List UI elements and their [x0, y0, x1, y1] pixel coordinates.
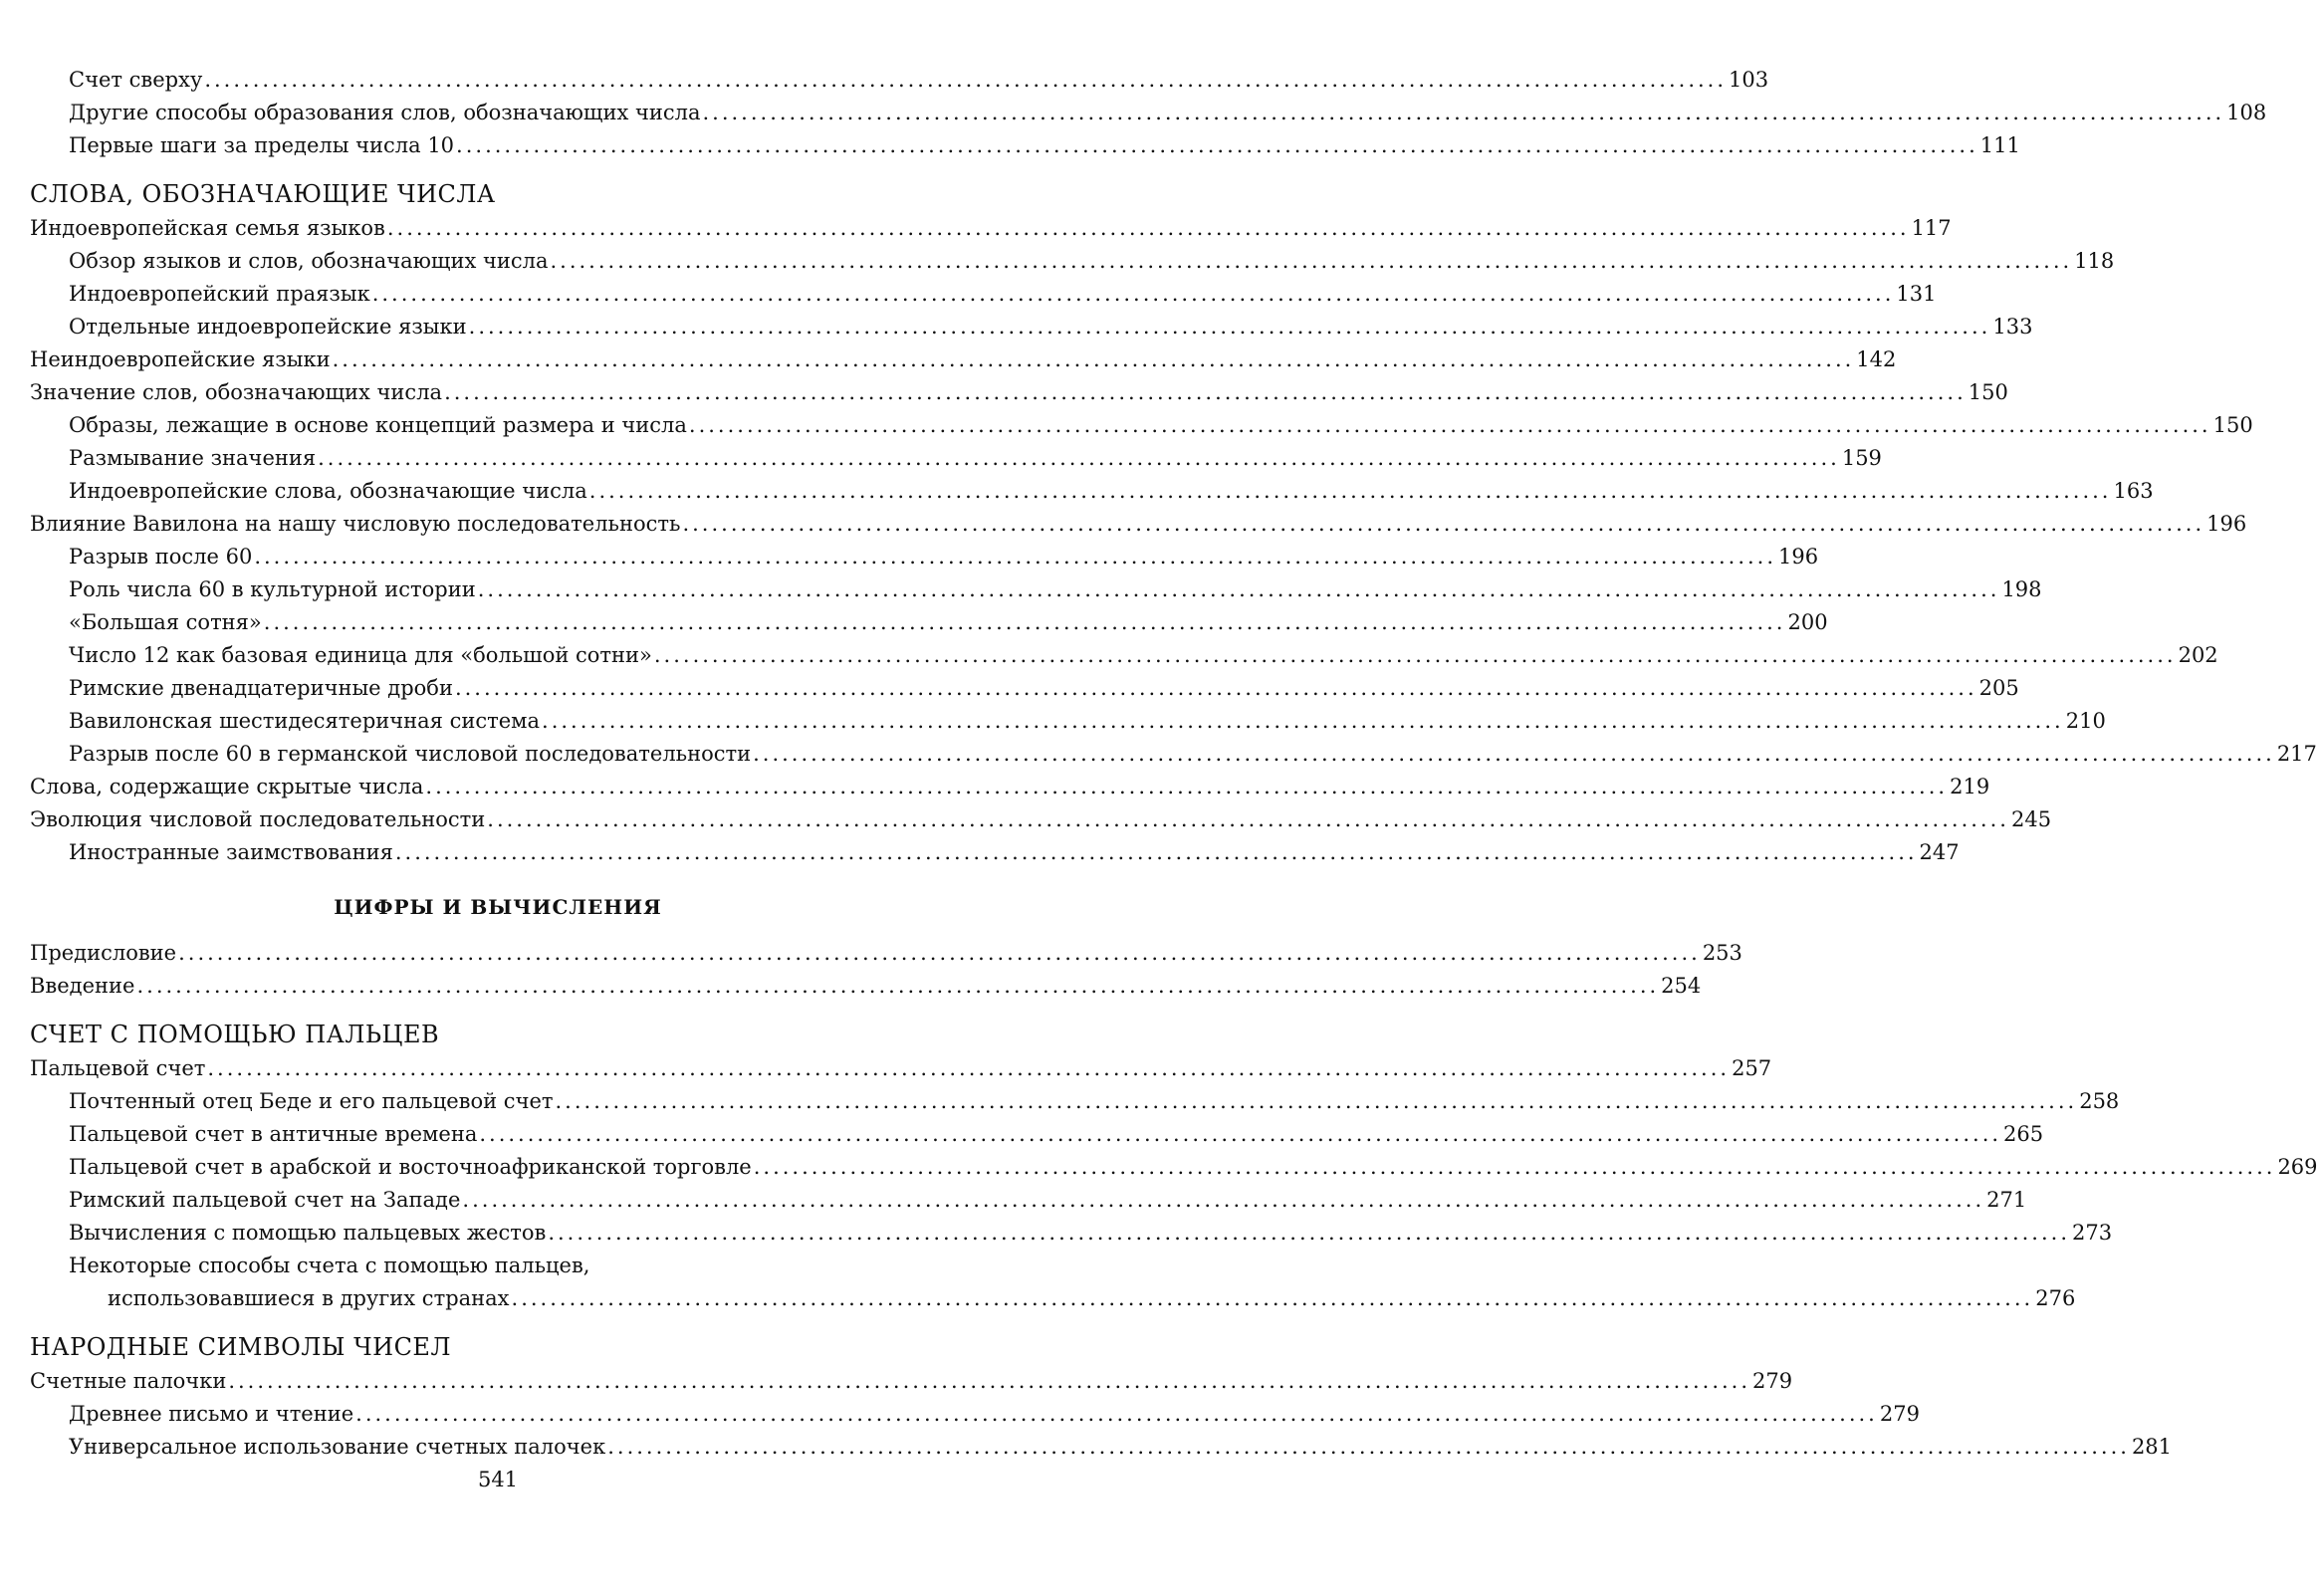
dot-leader [689, 409, 2211, 442]
toc-page-number: 281 [2131, 1435, 2173, 1459]
toc-entry-title: Римский пальцевой счет на Западе [69, 1188, 461, 1212]
toc-page-number: 150 [1968, 380, 2008, 404]
dot-leader [456, 129, 1978, 162]
toc-symbols-group [0, 1365, 2173, 1464]
part-heading: ЦИФРЫ И ВЫЧИСЛЕНИЯ [334, 895, 662, 919]
toc-entry[interactable] [0, 475, 2154, 508]
toc-entry[interactable] [0, 937, 1742, 970]
toc-page-number: 273 [2072, 1221, 2113, 1245]
toc-entry[interactable] [0, 1184, 2027, 1217]
toc-entry-title: Счет сверху [69, 68, 203, 92]
toc-page-number: 163 [2113, 479, 2154, 503]
toc-page-number: 117 [1911, 216, 1952, 240]
toc-entry[interactable] [0, 376, 2008, 409]
toc-entry[interactable] [0, 705, 2106, 738]
toc-entry[interactable] [0, 278, 1937, 311]
toc-entry[interactable] [0, 1398, 1920, 1431]
toc-entry[interactable] [0, 212, 1952, 245]
toc-page-number: 142 [1856, 347, 1897, 371]
toc-entry-title: Пальцевой счет в арабской и восточноафриканской торговле [69, 1155, 752, 1179]
toc-entry-title: Индоевропейские слова, обозначающие числа [69, 479, 587, 503]
toc-entry-title: Почтенный отец Беде и его пальцевой счет [69, 1089, 554, 1113]
toc-entry[interactable] [0, 442, 1882, 475]
toc-page-number: 200 [1787, 610, 1828, 634]
toc-entry-title: Вавилонская шестидесятеричная система [69, 709, 541, 733]
toc-entry-title: Пальцевой счет в античные времена [69, 1122, 478, 1146]
toc-entry[interactable] [0, 672, 2019, 705]
toc-entry[interactable] [0, 343, 1897, 376]
dot-leader [444, 376, 1967, 409]
toc-entry-title: Универсальное использование счетных палочек [69, 1435, 606, 1459]
dot-leader [372, 278, 1895, 311]
toc-entry[interactable] [0, 409, 2253, 442]
toc-entry-title: Значение слов, обозначающих числа [30, 380, 443, 404]
toc-entry-title: Первые шаги за пределы числа 10 [69, 133, 455, 157]
dot-leader [469, 311, 1991, 343]
toc-page-number: 196 [2206, 512, 2247, 536]
toc-entry-title: «Большая сотня» [69, 610, 262, 634]
dot-leader [455, 672, 1977, 705]
toc-entry[interactable] [0, 1118, 2044, 1151]
toc-entry-title: Число 12 как базовая единица для «большой сотни» [69, 643, 652, 667]
dot-leader [512, 1282, 2034, 1315]
toc-entry[interactable] [0, 1052, 1772, 1085]
dot-leader [207, 1052, 1730, 1085]
toc-entry-title: Пальцевой счет [30, 1056, 206, 1080]
toc-page-number: 159 [1841, 446, 1882, 470]
toc-entry-title: Индоевропейский праязык [69, 282, 370, 306]
dot-leader [318, 442, 1840, 475]
toc-entry[interactable] [0, 606, 1828, 639]
toc-entry-title: использовавшиеся в других странах [108, 1286, 510, 1310]
toc-entry-title: Размывание значения [69, 446, 317, 470]
dot-leader [548, 1217, 2070, 1250]
toc-entry[interactable] [0, 970, 1702, 1003]
toc-top-group [0, 64, 2267, 162]
toc-words-group [0, 212, 2317, 869]
toc-entry-title: Разрыв после 60 в германской числовой последовательности [69, 742, 752, 766]
dot-leader [542, 705, 2064, 738]
toc-fingers-group [0, 1052, 2318, 1250]
dot-leader [136, 970, 1659, 1003]
toc-entry-title: Отдельные индоевропейские языки [69, 315, 467, 339]
toc-entry[interactable] [0, 245, 2115, 278]
toc-entry-title: Счетные палочки [30, 1369, 227, 1393]
toc-entry-multiline-first[interactable] [0, 1250, 996, 1282]
table-of-contents [0, 64, 2318, 1464]
toc-page-number: 202 [2178, 643, 2218, 667]
toc-entry[interactable] [0, 639, 2218, 672]
dot-leader [607, 1431, 2130, 1464]
toc-entry[interactable] [0, 1151, 2318, 1184]
toc-entry[interactable] [0, 508, 2247, 541]
dot-leader [395, 836, 1918, 869]
toc-entry[interactable] [0, 1431, 2173, 1464]
toc-entry-title: Некоторые способы счета с помощью пальцев, [69, 1254, 590, 1277]
toc-page-number: 196 [1778, 545, 1819, 569]
toc-page-number: 210 [2065, 709, 2106, 733]
toc-page-number: 276 [2035, 1286, 2076, 1310]
toc-entry-title: Предисловие [30, 941, 177, 965]
toc-page-number: 253 [1702, 941, 1742, 965]
toc-entry-title: Роль числа 60 в культурной истории [69, 577, 476, 601]
toc-page-number: 257 [1732, 1056, 1772, 1080]
toc-page-number: 258 [2079, 1089, 2120, 1113]
dot-leader [487, 803, 2009, 836]
toc-entry-title: Вычисления с помощью пальцевых жестов [69, 1221, 547, 1245]
toc-page-number: 265 [2003, 1122, 2044, 1146]
toc-entry-title: Иностранные заимствования [69, 840, 393, 864]
toc-entry-title: Другие способы образования слов, обозначающих числа [69, 101, 701, 124]
toc-entry-title: Неиндоевропейские языки [30, 347, 331, 371]
toc-page-number: 279 [1879, 1402, 1920, 1426]
toc-part-group [0, 937, 1742, 1003]
toc-entry-title: Древнее письмо и чтение [69, 1402, 354, 1426]
toc-entry[interactable] [0, 836, 1960, 869]
toc-page-number: 254 [1661, 974, 1702, 998]
dot-leader [754, 1151, 2276, 1184]
toc-page-number: 150 [2212, 413, 2253, 437]
dot-leader [264, 606, 1786, 639]
dot-leader [753, 738, 2275, 771]
toc-page-number: 198 [2001, 577, 2042, 601]
toc-page-number: 133 [1992, 315, 2033, 339]
toc-page-number: 271 [1986, 1188, 2027, 1212]
dot-leader [589, 475, 2112, 508]
toc-page-number: 131 [1896, 282, 1937, 306]
dot-leader [355, 1398, 1878, 1431]
toc-entry-title: Обзор языков и слов, обозначающих числа [69, 249, 549, 273]
toc-page-number: 245 [2010, 807, 2052, 831]
toc-entry-title: Римские двенадцатеричные дроби [69, 676, 453, 700]
section-heading-fingers: СЧЕТ С ПОМОЩЬЮ ПАЛЬЦЕВ [30, 1021, 440, 1048]
section-heading-words: СЛОВА, ОБОЗНАЧАЮЩИЕ ЧИСЛА [30, 180, 496, 208]
dot-leader [478, 573, 2000, 606]
toc-page-number: 118 [2074, 249, 2115, 273]
toc-entry[interactable] [0, 803, 2052, 836]
dot-leader [479, 1118, 2001, 1151]
dot-leader [425, 771, 1948, 803]
dot-leader [178, 937, 1701, 970]
toc-entry-multiline-second[interactable] [0, 1282, 2076, 1315]
dot-leader [556, 1085, 2078, 1118]
toc-page-number: 217 [2276, 742, 2317, 766]
toc-entry[interactable] [0, 738, 2317, 771]
toc-page-number: 205 [1978, 676, 2019, 700]
toc-entry[interactable] [0, 129, 2020, 162]
toc-entry-title: Введение [30, 974, 135, 998]
dot-leader [682, 508, 2204, 541]
toc-entry[interactable] [0, 64, 1769, 97]
section-heading-symbols: НАРОДНЫЕ СИМВОЛЫ ЧИСЕЛ [30, 1333, 451, 1361]
dot-leader [462, 1184, 1984, 1217]
toc-entry[interactable] [0, 541, 1819, 573]
toc-page-number: 269 [2277, 1155, 2318, 1179]
toc-page-number: 279 [1752, 1369, 1793, 1393]
toc-entry-title: Образы, лежащие в основе концепций размера и числа [69, 413, 687, 437]
dot-leader [333, 343, 1855, 376]
toc-entry[interactable] [0, 1217, 2113, 1250]
toc-entry-title: Разрыв после 60 [69, 545, 253, 569]
toc-entry[interactable] [0, 573, 2042, 606]
dot-leader [204, 64, 1727, 97]
dot-leader [702, 97, 2224, 129]
toc-entry-title: Индоевропейская семья языков [30, 216, 385, 240]
dot-leader [254, 541, 1776, 573]
toc-entry[interactable] [0, 97, 2267, 129]
dot-leader [550, 245, 2072, 278]
toc-entry[interactable] [0, 1085, 2120, 1118]
dot-leader [387, 212, 1910, 245]
toc-entry[interactable] [0, 1365, 1793, 1398]
toc-page-number: 219 [1950, 775, 1990, 798]
toc-page-number: 247 [1919, 840, 1960, 864]
toc-entry-title: Слова, содержащие скрытые числа [30, 775, 424, 798]
toc-entry[interactable] [0, 311, 2033, 343]
toc-entry[interactable] [0, 771, 1990, 803]
dot-leader [228, 1365, 1750, 1398]
toc-page-number: 103 [1729, 68, 1769, 92]
page-number: 541 [477, 1468, 519, 1491]
toc-entry-title: Влияние Вавилона на нашу числовую последовательность [30, 512, 681, 536]
toc-page-number: 111 [1979, 133, 2020, 157]
toc-entry-title: Эволюция числовой последовательности [30, 807, 486, 831]
dot-leader [654, 639, 2177, 672]
toc-page-number: 108 [2226, 101, 2267, 124]
